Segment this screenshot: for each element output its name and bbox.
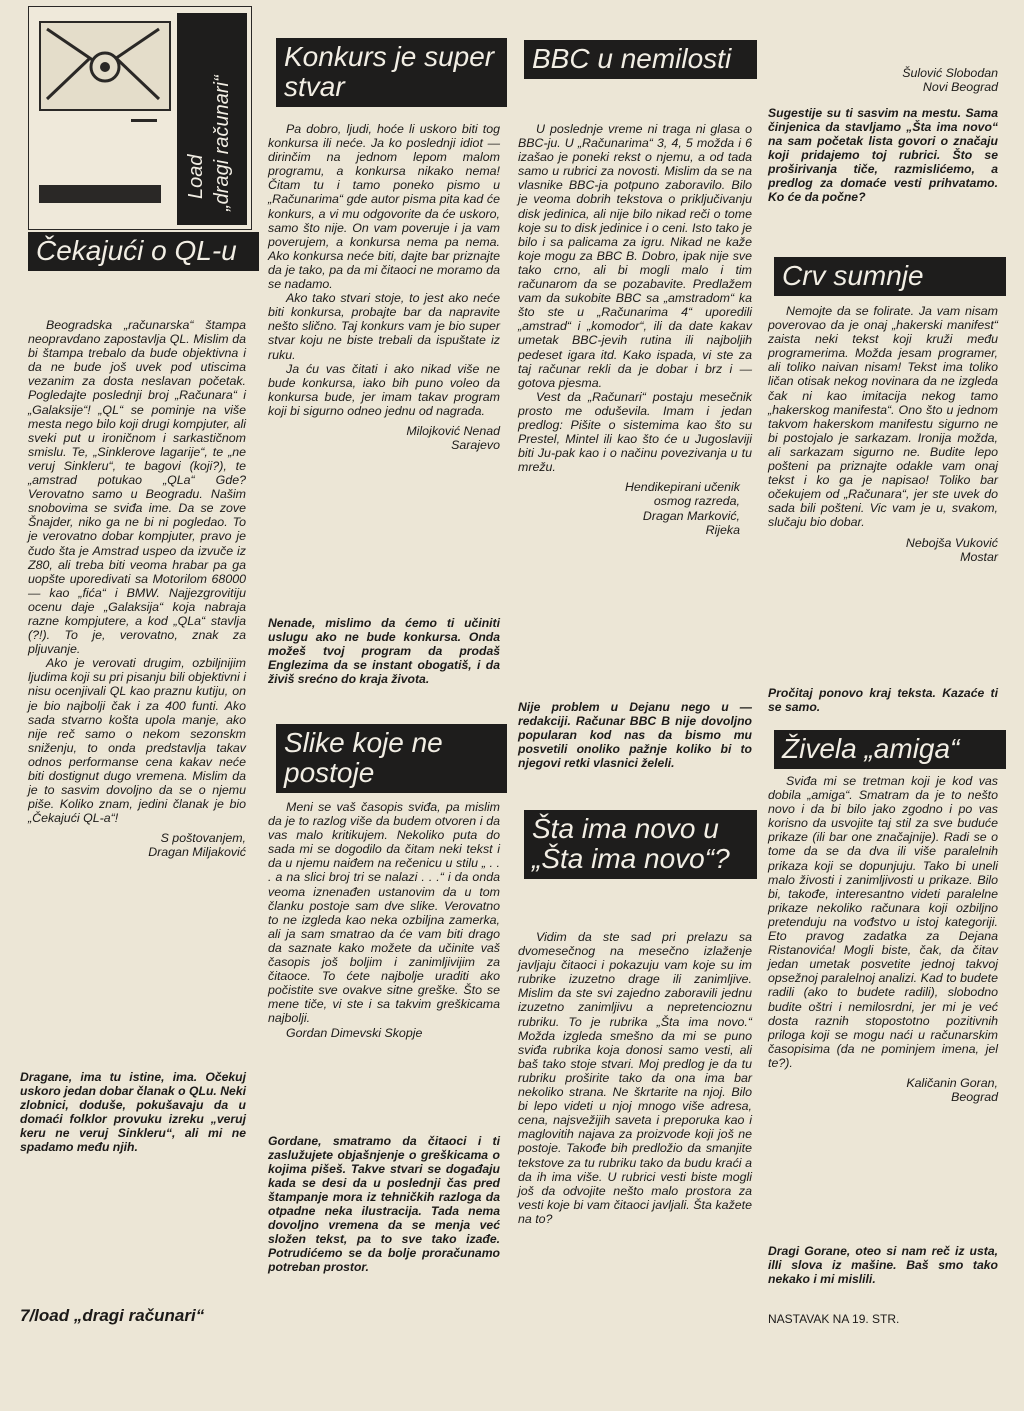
column-2 (268, 0, 500, 1411)
article3-reply: Gordane, smatramo da čitaoci i ti zaslužujete objašnjenje o greškicama o kojima pišeš. Takve stvari se događaju kada se desi da u poslednji čas pred štampanje mora iz tehničkih razloga da otpadne neka ilustracija. Tada nema dovoljno vremena da se menja već složen tekst, pa to sve tako izađe. Potrudićemo se da bolje proračunamo potreban prostor. (268, 1134, 500, 1274)
signature-line: Novi Beograd (922, 80, 998, 95)
article1-title: Čekajući o QL-u (28, 232, 259, 271)
continued-note: NASTAVAK NA 19. STR. (768, 1312, 900, 1326)
signature-line: Sarajevo (451, 438, 500, 453)
signature-line: Rijeka (705, 522, 740, 537)
article3-title: Slike koje ne postoje (276, 724, 507, 793)
article1-reply: Dragane, ima tu istine, ima. Očekuj uskoro jedan dobar članak o QLu. Neki zlobnici, doduše, pokušavaju da u domaći folklor provuku izreku „veruj keru ne veruj Sinkleru“, ali mi ne spadamo među njih. (20, 1070, 246, 1154)
article3-body (268, 800, 500, 1040)
article1-signature (28, 831, 246, 859)
article4-body (518, 122, 752, 537)
signature-line: Milojković Nenad (406, 423, 500, 438)
column-4 (768, 0, 998, 1411)
article3-signature: Gordan Dimevski Skopje (286, 1025, 423, 1040)
article4-reply: Nije problem u Dejanu nego u — redakciji. Računar BBC B nije dovoljno popularan kod nas da bismo mu posvetili onoliko pažnje koliko bi to njegovi retki vlasnici želeli. (518, 700, 752, 770)
article6-paragraph: Nemojte da se folirate. Ja vam nisam poverovao da je onaj „hakerski manifest“ zaista neki tekst koji kruži među programerima. Možda jesam programer, ali toliko naivan nisam! Tekst ima toliko ličan otisak nekog novinara da ne izgleda čak ni kao imitacija nekog tamo „hakerskog manifesta“. Ono što u jednom takvom hakerskom manifestu sigurno ne bi postojalo je sarkazam. Ironija možda, ali sarkazam sigurno ne. Budite lepo pošteni pa priznajte odakle vam onaj tekst i ko ga je napisao! Toliko bar očekujem od „Računara“, jer ste uvek do sada bili pošteni. Vic vam je u, svakom, slučaju bio dobar. (768, 304, 998, 530)
article2-signature (268, 424, 500, 452)
signature-line: S poštovanjem, (160, 831, 246, 846)
article2-reply: Nenade, mislimo da ćemo ti učiniti uslugu ako ne bude konkursa. Onda možeš tvoj program da prodaš Englezima da se instant obogatiš, i da živiš srećno do kraja života. (268, 616, 500, 686)
column-1 (20, 0, 252, 1411)
article5-reply: Sugestije su ti sasvim na mestu. Sama činjenica da stavljamo „Šta ima novo“ na sam početak lista govori o značaju koji pridajemo toj rubrici. Što se proširivanja tiče, razmislićemo, a predlog za domaće vesti prihvatamo. Ko će da počne? (768, 106, 998, 204)
signature-line: Kaličanin Goran, (906, 1075, 998, 1090)
article1-body (28, 318, 246, 860)
signature-line: Dragan Marković, (642, 508, 740, 523)
column-3 (518, 0, 752, 1411)
article6-body (768, 304, 998, 564)
signature-line: Dragan Miljaković (148, 845, 246, 860)
article4-signature (518, 480, 740, 536)
article2-title: Konkurs je super stvar (276, 38, 507, 107)
article3-paragraph: Meni se vaš časopis sviđa, pa mislim da je to razlog više da budem otvoren i da vas malo kritikujem. Nekoliko puta do sada mi se dogodilo da čitam neki tekst i da u njemu naiđem na rečenicu u stilu „ . . . a na slici broj tri se nalazi . . .“ i da onda veoma iznenađen ustanovim da u tom članku postoje sam dve slike. Verovatno to ne izgleda kao neka ozbiljna zamerka, ali ja sam smatrao da će vam biti drago da saznate kako možete da učinite vaš časopis još boljim i zanimljivijim za čitaoce. To ćete najbolje uraditi ako počistite sve ovakve sitne greške. Što se mene tiče, vi ste i sa takvim greškicama najbolji. (268, 800, 500, 1026)
article2-paragraph: Ako tako stvari stoje, to jest ako neće biti konkursa, probajte bar da napravite nešto slično. Taj konkurs vam je bio super stvar koju ne biste trebali da ispuštate iz ruku. (268, 291, 500, 362)
article7-reply: Dragi Gorane, oteo si nam reč iz usta, ilIi slova iz mašine. Baš smo tako nekako i mi mislili. (768, 1244, 998, 1286)
article2-paragraph: Pa dobro, ljudi, hoće li uskoro biti tog konkursa ili neće. Ja ko poslednji idiot — dirinčim na jednom lepom malom programu, a konkursa nikako nema! Čitam tu i tamo poneko pismo u „Računarima“ gde autor pisma pita kad će konkurs, a vi mu odgovorite da će uskoro, samo što nije. On vam poveruje i ja vam poverujem, a konkursa nema pa nema. Ako konkursa neće biti, dajte bar priznajte da je tako, pa da mi čitaoci ne moramo da se nadamo. (268, 122, 500, 292)
article2-paragraph: Ja ću vas čitati i ako nikad više ne bude konkursa, iako bih puno voleo da konkursa bude, jer imam takav program koji bi sigurno odneo jednu od nagrada. (268, 361, 500, 418)
article7-paragraph: Sviđa mi se tretman koji je kod vas dobila „amiga“. Smatram da je to nešto novo i da bi bilo jako zgodno i po vas korisno da usvojite taj stil za sve buduće prikaze (ili bar one značajnije). Radi se o tome da se da dva ili više paralelnih prikaza koji se dopunjuju. Tako bi uneli malo živosti i zanimljivosti u prikaze. Bilo bi, takođe, interesantno videti paralelne prikaze nekoliko računara koji ozbiljno pretenduju na vođstvo u istoj kategoriji. Eto pravog zadatka za Dejana Ristanovića! Mogli biste, čak, da čitav jedan umetak posvetite jednoj takvoj opsežnoj paralelnoj analizi. Kad to budete radili (ako to budete radili), slobodno budite oštri i nemilosrdni, jer mi je već dosta raznih stopostotno pozitivnih priloga koji se mogu naći u računarskim časopisima (da ne pominjem imena, jel te?). (768, 774, 998, 1070)
article5-paragraph: Vidim da ste sad pri prelazu sa dvomesečnog na mesečno izlaženje javljaju čitaoci i pokazuju vam koje su im rubrike izuzetno drage ili zanimljive. Mislim da ste svi zajedno zaboravili jednu izuzetno zanimljivu a nepretencioznu rubriku. To je rubrika „Šta ima novo.“ Možda izgleda smešno da mi se puno sviđa rubrika koja donosi samo vesti, ali baš tako stoje stvari. Moj predlog je da tu rubriku proširite tako da ona ima bar nekoliko strana. Ne škrtarite na njoj. Bilo bi lepo videti u njoj mnogo više adresa, cena, najsvežijih saveta i preporuka kao i maglovitih najava za proizvode koji još ne postoje. Takođe bih predložio da smanjite tekstove za tu rubriku tako da budu kraći a da ih ima više. U rubrici vesti biste mogli još da odvojite nešto malo prostora za vesti koje bi vam čitaoci javljali. Šta kažete na to? (518, 930, 752, 1226)
article2-body (268, 122, 500, 452)
logo-line2: „dragi računari“ (211, 75, 233, 211)
signature-line: Hendikepirani učenik (624, 480, 740, 495)
article1-paragraph: Beogradska „računarska“ štampa neopravdano zapostavlja QL. Mislim da bi štampa trebalo da bude objektivna i da ne bude još uvek pod utiscima vezanim za dosta neslavan početak. Pogledajte poslednji broj „Računara“ i „Galaksije“! „QL“ se pominje na više mesta nego bilo koji drugi kompjuter, ali sveki put u ironičnom i sarkastičnom smislu. Te, „Sinklerove lagarije“, te „ne veruj Sinkleru“, te bagovi (koji?), te „amstrad potukao „QLa“ Gde? Verovatno samo u Beogradu. Našim snobovima se sviđa ime. Da se zove Šnajder, niko ga ne bi ni pogledao. To je verovatno dobar kompjuter, pravo je čudo šta je Amstrad uspeo da izvuče iz Z80, ali treba biti veoma hrabar pa ga uopšte uporedivati sa Motorilom 68000 — kao „fića“ i BMW. Najjezgrovitiju ocenu daje „Galaksija“ koja nabraja razne kompjutere, a kod „QLa“ stavlja (?!). To je, verovatno, znak za pljuvanje. (28, 318, 246, 657)
article5-signature (768, 66, 998, 94)
signature-line: osmog razreda, (653, 494, 740, 509)
signature-line: Mostar (960, 549, 998, 564)
article7-title: Živela „amiga“ (774, 730, 1006, 769)
article7-body (768, 774, 998, 1104)
article7-signature (768, 1076, 998, 1104)
article6-title: Crv sumnje (774, 257, 1006, 296)
article5-title: Šta ima novo u „Šta ima novo“? (524, 810, 757, 879)
article4-paragraph: Vest da „Računari“ postaju mesečnik prosto me oduševila. Imam i jedan predlog: Pišite o sistemima kao što su Prestel, Mintel ili kao što će u Jugoslaviji biti Ju-pak kao i o načinu povezivanja u tu mrežu. (518, 389, 752, 475)
article4-paragraph: U poslednje vreme ni traga ni glasa o BBC-ju. U „Računarima“ 3, 4, 5 možda i 6 izašao je poneki rekst o njemu, a od tada samo u rubrici za novosti. Mislim da se na vlasnike BBC-ja potpuno zaboravilo. Bilo je veoma dobrih tekstova o priključivanju disk jedinica, ali nije bilo nikad reči o tome koje su to disk jedinice i o ceni. Isto tako je bilo i sa palicama za igru. Nikad ne kaže koje mogu za BBC B. Dobro, ipak nije sve tako crno, ali bi mogli malo i tim računarom da se pozabavite. Predlažem vam da sukobite BBC sa „amstradom“ ka što ste u „Računarima 4“ uporedili „amstrad“ i „komodor“, ili da date kakav umetak BBC-jevih rutina ili najboljih pedeset igara itd. Kako ispada, vi ste za taj računar rekli da je dobar i brz i — gotova pjesma. (518, 122, 752, 390)
signature-line: Nebojša Vuković (905, 535, 998, 550)
signature-line: Beograd (951, 1090, 998, 1105)
article6-reply: Pročitaj ponovo kraj teksta. Kazaće ti se samo. (768, 686, 998, 714)
article5-body (518, 930, 752, 1226)
logo-line1: Load (185, 154, 207, 199)
page-footer: 7/load „dragi računari“ (20, 1306, 205, 1325)
signature-line: Šulović Slobodan (902, 66, 998, 80)
article1-paragraph: Ako je verovati drugim, ozbiljnijim ljudima koji su pri pisanju bili objektivni i nisu ocenjivali QL kao praznu kutiju, on je bio najbolji čak i za 400 funti. Ako sada stvarno košta upola manje, ako nije reč samo o nekom sezonskm sniženju, to onda predstavlja takav odnos performanse cena kakav neće biti dostignut dugo vremena. Mislim da je to sasvim dovoljno da se o njemu piše. Koliko znam, jedini članak je bio „Čekajući QL-a“! (28, 656, 246, 826)
article6-signature (768, 536, 998, 564)
article4-title: BBC u nemilosti (524, 40, 757, 79)
